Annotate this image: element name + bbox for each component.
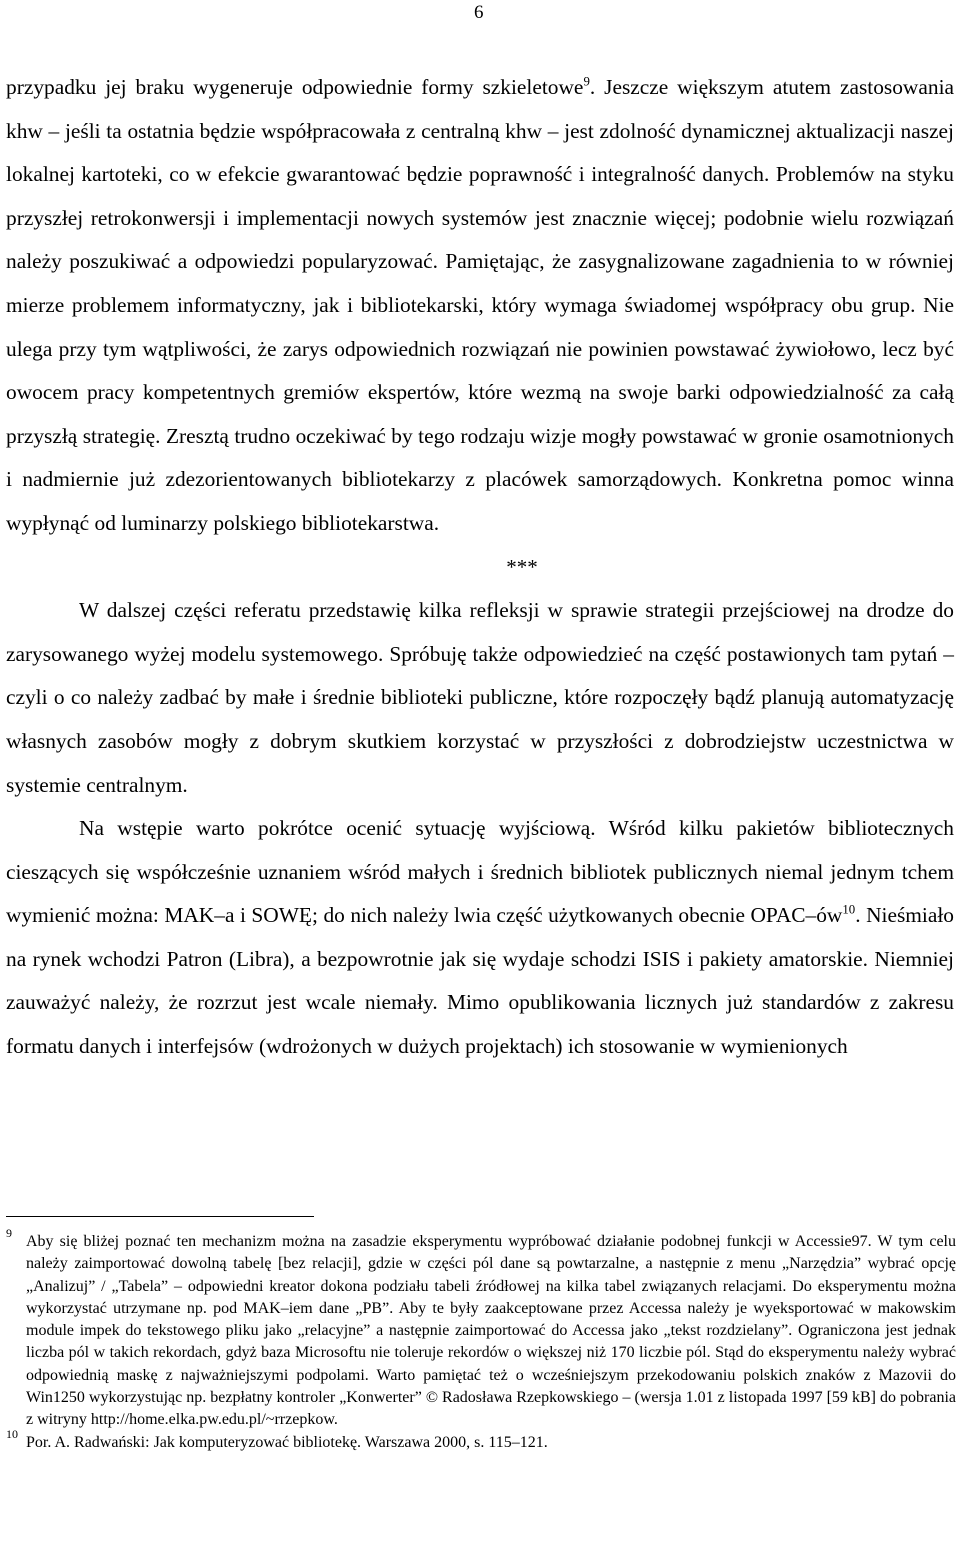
paragraph-3-text-a: Na wstępie warto pokrótce ocenić sytuację wyjściową. Wśród kilku pakietów bibliotecznych cieszących się współcześnie uznaniem wśród małych i średnich bibliotek publicznych niemal jednym tchem wymienić można: MAK–a i SOWĘ; do nich należy lwia część użytkowanych obecnie OPAC–ów	[6, 816, 954, 928]
paragraph-1	[6, 66, 954, 546]
footnote-text: Aby się bliżej poznać ten mechanizm można na zasadzie eksperymentu wypróbować działanie podobnej funkcji w Accessie97. W tym celu należy zaimportować dowolną tabelę [bez relacji], gdzie w części pól dane są powtarzalne, a następnie z menu „Narzędzia” wybrać opcję „Analizuj” / „Tabela” – odpowiedni kreator dokona podziału tabeli źródłowej na kilka tabel związanych relacjami. Do eksperymentu można wykorzystać utrzymane np. pod MAK–iem dane „PB”. Aby te były zaakceptowane przez Accessa należy je wyeksportować w makowskim module impek do tekstowego pliku jako „relacyjne” a następnie zaimportować do Accessa jako „tekst rozdzielany”. Ograniczona jest jednak liczba pól w takich rekordach, gdyż baza Microsoftu nie toleruje rekordów o większej niż 170 liczbie pól. Stąd do eksperymentu należy wybrać odpowiednią maskę z najważniejszymi podpolami. Warto pamiętać też o wcześniejszym przekodowaniu polskich znaków z Mazovii do Win1250 wykorzystując np. bezpłatny kontroler „Konwerter” © Radosława Rzepkowskiego – (wersja 1.01 z listopada 1997 [59 kB] do pobrania z witryny http://home.elka.pw.edu.pl/~rrzepkow.	[26, 1233, 956, 1429]
body-text	[6, 66, 954, 1069]
footnote-separator-line	[6, 1216, 314, 1217]
paragraph-1-text-b: . Jeszcze większym atutem zastosowania khw – jeśli ta ostatnia będzie współpracowała z centralną khw – jest zdolność dynamicznej aktualizacji naszej lokalnej kartoteki, co w efekcie gwarantować będzie poprawność i integralność danych. Problemów na styku przyszłej retrokonwersji i implementacji nowych systemów jest znacznie więcej; podobnie wielu rozwiązań należy poszukiwać a odpowiedzi popularyzować. Pamiętając, że zasygnalizowane zagadnienia to w równiej mierze problemem informatyczny, jak i bibliotekarski, który wymaga świadomej współpracy obu grup. Nie ulega przy tym wątpliwości, że zarys odpowiednich rozwiązań nie powinien powstawać żywiołowo, lecz być owocem pracy kompetentnych gremiów ekspertów, które wezmą na swoje barki odpowiedzialność za całą przyszłą strategię. Zresztą trudno oczekiwać by tego rodzaju wizje mogły powstawać w gronie osamotnionych i nadmiernie już zdezorientowanych bibliotekarzy z placówek samorządowych. Konkretna pomoc winna wypłynąć od luminarzy polskiego bibliotekarstwa.	[6, 75, 955, 535]
footnote-mark: 10	[6, 1426, 18, 1441]
footnotes	[6, 1226, 956, 1454]
paragraph-2: W dalszej części referatu przedstawię kilka refleksji w sprawie strategii przejściowej na drodze do zarysowanego wyżej modelu systemowego. Spróbuję także odpowiedzieć na część postawionych tam pytań – czyli o co należy zadbać by małe i średnie biblioteki publiczne, które rozpoczęły bądź planują automatyzację własnych zasobów mogły z dobrym skutkiem korzystać w przyszłości z dobrodziejstw uczestnictwa w systemie centralnym.	[6, 598, 954, 797]
section-separator: ***	[506, 554, 538, 579]
paragraph-1-text-a: przypadku jej braku wygeneruje odpowiednie formy szkieletowe	[6, 75, 584, 99]
footnote-mark: 9	[6, 1226, 12, 1240]
footnote-10	[6, 1426, 956, 1454]
footnote-ref-10[interactable]: 10	[842, 902, 856, 917]
paragraph-3	[6, 807, 954, 1069]
footnote-text: Por. A. Radwański: Jak komputeryzować bibliotekę. Warszawa 2000, s. 115–121.	[26, 1433, 548, 1451]
footnote-9	[6, 1226, 956, 1432]
paragraph-3-text-b: . Nieśmiało na rynek wchodzi Patron (Libra), a bezpowrotnie jak się wydaje schodzi ISIS i pakiety amatorskie. Niemniej zauważyć należy, że rozrzut jest wcale niemały. Mimo opublikowania licznych już standardów z zakresu formatu danych i interfejsów (wdrożonych w dużych projektach) ich stosowanie w wymienionych	[6, 903, 955, 1059]
page-number: 6	[474, 2, 484, 23]
footnote-ref-9[interactable]: 9	[583, 74, 590, 89]
